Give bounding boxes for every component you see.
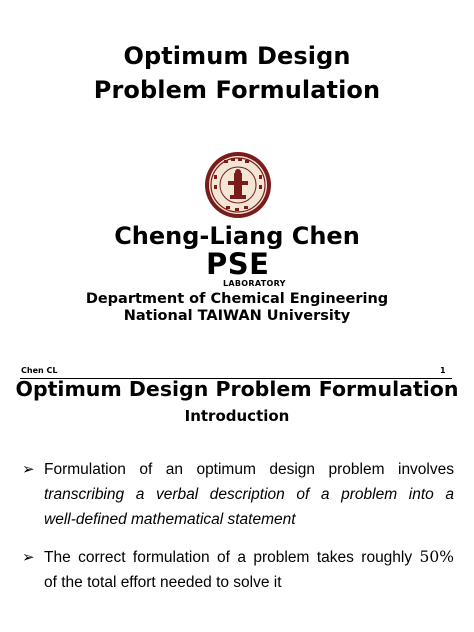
percentage-value: 50% xyxy=(419,548,454,566)
slide-subtitle: Introduction xyxy=(184,407,290,425)
arrowhead-bullet-icon: ➢ xyxy=(22,549,35,566)
bullet-line: transcribing a verbal description of a problem into a xyxy=(44,486,454,503)
department-name: Department of Chemical Engineering xyxy=(85,291,389,307)
page-number: 1 xyxy=(440,366,446,375)
pse-logo-subtitle: LABORATORY xyxy=(223,279,286,288)
slide-title-line-2: Problem Formulation xyxy=(93,76,381,104)
slide-title: Optimum Design Problem Formulation xyxy=(15,377,459,401)
author-name: Cheng-Liang Chen xyxy=(114,222,360,250)
bullet-line: Formulation of an optimum design problem involves xyxy=(44,461,454,478)
university-name: National TAIWAN University xyxy=(123,308,351,324)
slide-title-line-1: Optimum Design xyxy=(123,42,351,70)
bullet-item xyxy=(22,545,454,595)
university-seal-icon xyxy=(204,151,272,219)
content-slide xyxy=(0,352,474,632)
bullet-line xyxy=(22,545,454,570)
bullet-line: of the total effort needed to solve it xyxy=(44,574,282,591)
arrowhead-bullet-icon: ➢ xyxy=(22,461,35,478)
bullet-text: The correct formulation of a problem takes roughly xyxy=(44,549,413,566)
pse-logo-text: PSE xyxy=(206,247,270,281)
bullet-line: well-defined mathematical statement xyxy=(44,511,296,528)
bullet-item xyxy=(22,457,454,532)
header-author: Chen CL xyxy=(21,366,58,375)
